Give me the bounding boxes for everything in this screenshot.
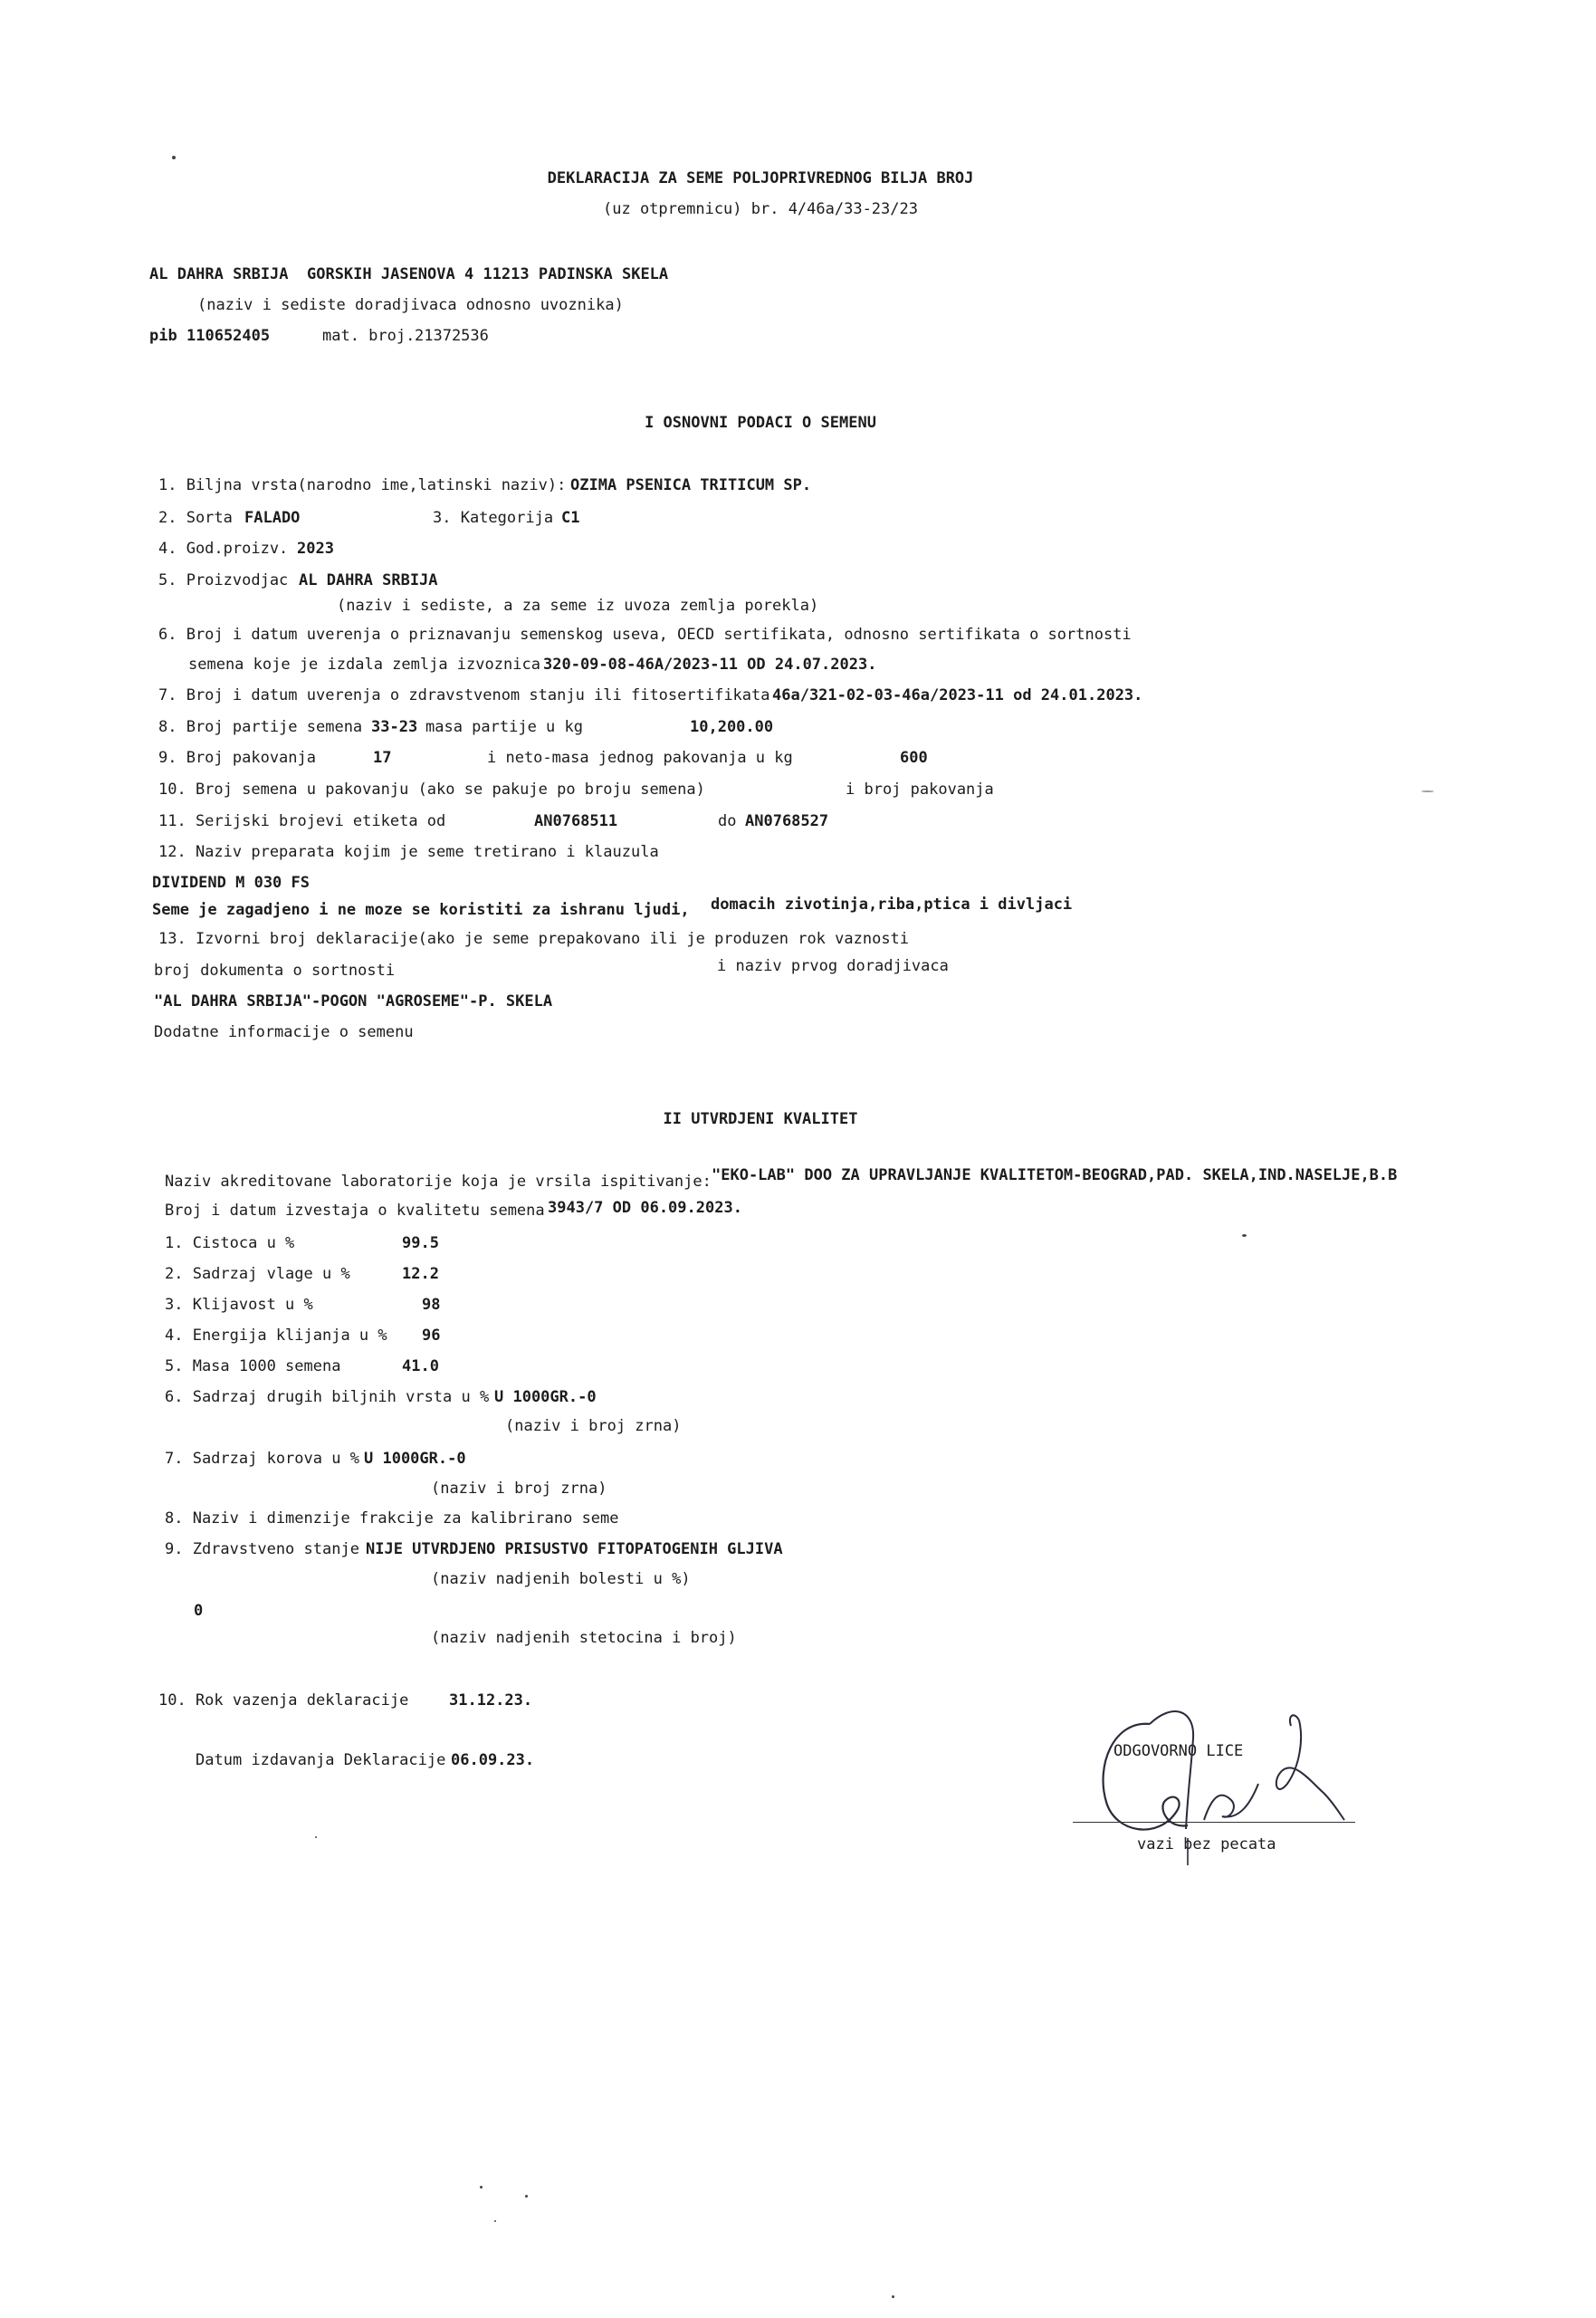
field-3-label: 3. Kategorija [433, 509, 554, 527]
field-8-value2: 10,200.00 [690, 718, 774, 736]
field-9-value: 17 [373, 749, 392, 767]
company-caption: (naziv i sediste doradjivaca odnosno uvoznika) [197, 296, 624, 314]
field-13-label2: broj dokumenta o sortnosti [154, 962, 396, 980]
field-8-label: 8. Broj partije semena [158, 718, 363, 736]
company-pib: 110652405 [186, 327, 271, 345]
field-6-label-line2: semena koje je izdala zemlja izvoznica [188, 656, 540, 674]
field-5-value: AL DAHRA SRBIJA [299, 571, 438, 589]
quality-4-label: 4. Energija klijanja u % [165, 1327, 387, 1345]
quality-7-label: 7. Sadrzaj korova u % [165, 1450, 359, 1468]
quality-2-value: 12.2 [402, 1265, 439, 1283]
quality-9-label: 9. Zdravstveno stanje [165, 1540, 359, 1558]
field-8-label2: masa partije u kg [425, 718, 583, 736]
report-value: 3943/7 OD 06.09.2023. [548, 1199, 742, 1217]
extra-info-label: Dodatne informacije o semenu [154, 1023, 414, 1041]
company-mat: 21372536 [415, 327, 489, 345]
quality-4-value: 96 [422, 1327, 441, 1345]
scan-speck [525, 2195, 528, 2198]
quality-5-label: 5. Masa 1000 semena [165, 1357, 341, 1375]
field-9-label2: i neto-masa jednog pakovanja u kg [487, 749, 793, 767]
field-13-value: "AL DAHRA SRBIJA"-POGON "AGROSEME"-P. SKELA [154, 992, 553, 1011]
section-2-title: II UTVRDJENI KVALITET [663, 1110, 858, 1128]
field-13-label: 13. Izvorni broj deklaracije(ako je seme prepakovano ili je produzen rok vaznosti [158, 930, 910, 948]
field-12-clause-b: domacih zivotinja,riba,ptica i divljaci [711, 896, 1073, 914]
quality-3-label: 3. Klijavost u % [165, 1296, 313, 1314]
quality-10-value: 31.12.23. [449, 1691, 533, 1710]
scan-speck [494, 2220, 496, 2222]
field-9-label: 9. Broj pakovanja [158, 749, 316, 767]
field-11-label2: do [718, 812, 737, 830]
scan-speck [172, 156, 176, 159]
field-12-clause-a: Seme je zagadjeno i ne moze se koristiti za ishranu ljudi, [152, 901, 690, 919]
company-name-address: AL DAHRA SRBIJA GORSKIH JASENOVA 4 11213 PADINSKA SKELA [149, 265, 669, 283]
company-mat-label: mat. broj. [322, 327, 416, 345]
field-12-label: 12. Naziv preparata kojim je seme tretirano i klauzula [158, 843, 659, 861]
field-2-label: 2. Sorta [158, 509, 233, 527]
scan-speck [1242, 1234, 1247, 1237]
field-6-label-line1: 6. Broj i datum uverenja o priznavanju semenskog useva, OECD sertifikata, odnosno sertifikata o sortnosti [158, 626, 1132, 644]
section-1-title: I OSNOVNI PODACI O SEMENU [645, 414, 876, 432]
field-2-value: FALADO [244, 509, 301, 527]
report-label: Broj i datum izvestaja o kvalitetu semena [165, 1202, 545, 1220]
quality-6-caption: (naziv i broj zrna) [505, 1417, 682, 1435]
scan-speck [480, 2186, 483, 2189]
quality-1-value: 99.5 [402, 1234, 439, 1252]
field-3-value: C1 [561, 509, 580, 527]
field-5-caption: (naziv i sediste, a za seme iz uvoza zemlja porekla) [337, 597, 819, 615]
field-7-label: 7. Broj i datum uverenja o zdravstvenom stanju ili fitosertifikata [158, 686, 770, 704]
field-13-label3: i naziv prvog doradjivaca [717, 957, 949, 975]
quality-3-value: 98 [422, 1296, 441, 1314]
field-4-label: 4. God.proizv. [158, 540, 289, 558]
document-subtitle: (uz otpremnicu) br. 4/46a/33-23/23 [603, 200, 918, 218]
field-6-value: 320-09-08-46A/2023-11 OD 24.07.2023. [543, 656, 877, 674]
responsible-person-label: ODGOVORNO LICE [1113, 1742, 1244, 1760]
quality-9-value: NIJE UTVRDJENO PRISUSTVO FITOPATOGENIH GLJIVA [366, 1540, 783, 1558]
quality-2-label: 2. Sadrzaj vlage u % [165, 1265, 350, 1283]
quality-6-value: U 1000GR.-0 [494, 1388, 597, 1406]
field-4-value: 2023 [297, 540, 334, 558]
field-1-label: 1. Biljna vrsta(narodno ime,latinski naziv): [158, 476, 567, 494]
field-1-value: OZIMA PSENICA TRITICUM SP. [570, 476, 812, 494]
field-9-value2: 600 [900, 749, 928, 767]
quality-9-value2: 0 [194, 1602, 204, 1620]
scan-speck [1421, 790, 1434, 792]
scan-speck [892, 2295, 894, 2298]
quality-10-label: 10. Rok vazenja deklaracije [158, 1691, 409, 1710]
field-10-label: 10. Broj semena u pakovanju (ako se pakuje po broju semena) [158, 781, 705, 799]
quality-7-value: U 1000GR.-0 [364, 1450, 466, 1468]
document-title: DEKLARACIJA ZA SEME POLJOPRIVREDNOG BILJA BROJ [547, 169, 974, 187]
field-10-label2: i broj pakovanja [846, 781, 994, 799]
field-12-value: DIVIDEND M 030 FS [152, 874, 310, 892]
quality-1-label: 1. Cistoca u % [165, 1234, 295, 1252]
quality-7-caption: (naziv i broj zrna) [431, 1480, 607, 1498]
lab-value: "EKO-LAB" DOO ZA UPRAVLJANJE KVALITETOM-BEOGRAD,PAD. SKELA,IND.NASELJE,B.B [712, 1166, 1398, 1184]
signature-line [1073, 1822, 1355, 1823]
stamp-note: vazi bez pecata [1137, 1835, 1276, 1853]
field-7-value: 46a/321-02-03-46a/2023-11 od 24.01.2023. [772, 686, 1143, 704]
quality-6-label: 6. Sadrzaj drugih biljnih vrsta u % [165, 1388, 490, 1406]
quality-8-label: 8. Naziv i dimenzije frakcije za kalibrirano seme [165, 1509, 619, 1528]
scan-speck [315, 1836, 317, 1838]
quality-9-caption2: (naziv nadjenih stetocina i broj) [431, 1629, 737, 1647]
issue-date-label: Datum izdavanja Deklaracije [196, 1751, 446, 1769]
field-11-label: 11. Serijski brojevi etiketa od [158, 812, 446, 830]
quality-9-caption: (naziv nadjenih bolesti u %) [431, 1570, 691, 1588]
issue-date-value: 06.09.23. [451, 1751, 535, 1769]
quality-5-value: 41.0 [402, 1357, 439, 1375]
lab-label: Naziv akreditovane laboratorije koja je vrsila ispitivanje: [165, 1173, 712, 1191]
field-11-value2: AN0768527 [745, 812, 829, 830]
field-11-value: AN0768511 [534, 812, 618, 830]
field-8-value: 33-23 [371, 718, 418, 736]
company-pib-label: pib [149, 327, 177, 345]
field-5-label: 5. Proizvodjac [158, 571, 289, 589]
